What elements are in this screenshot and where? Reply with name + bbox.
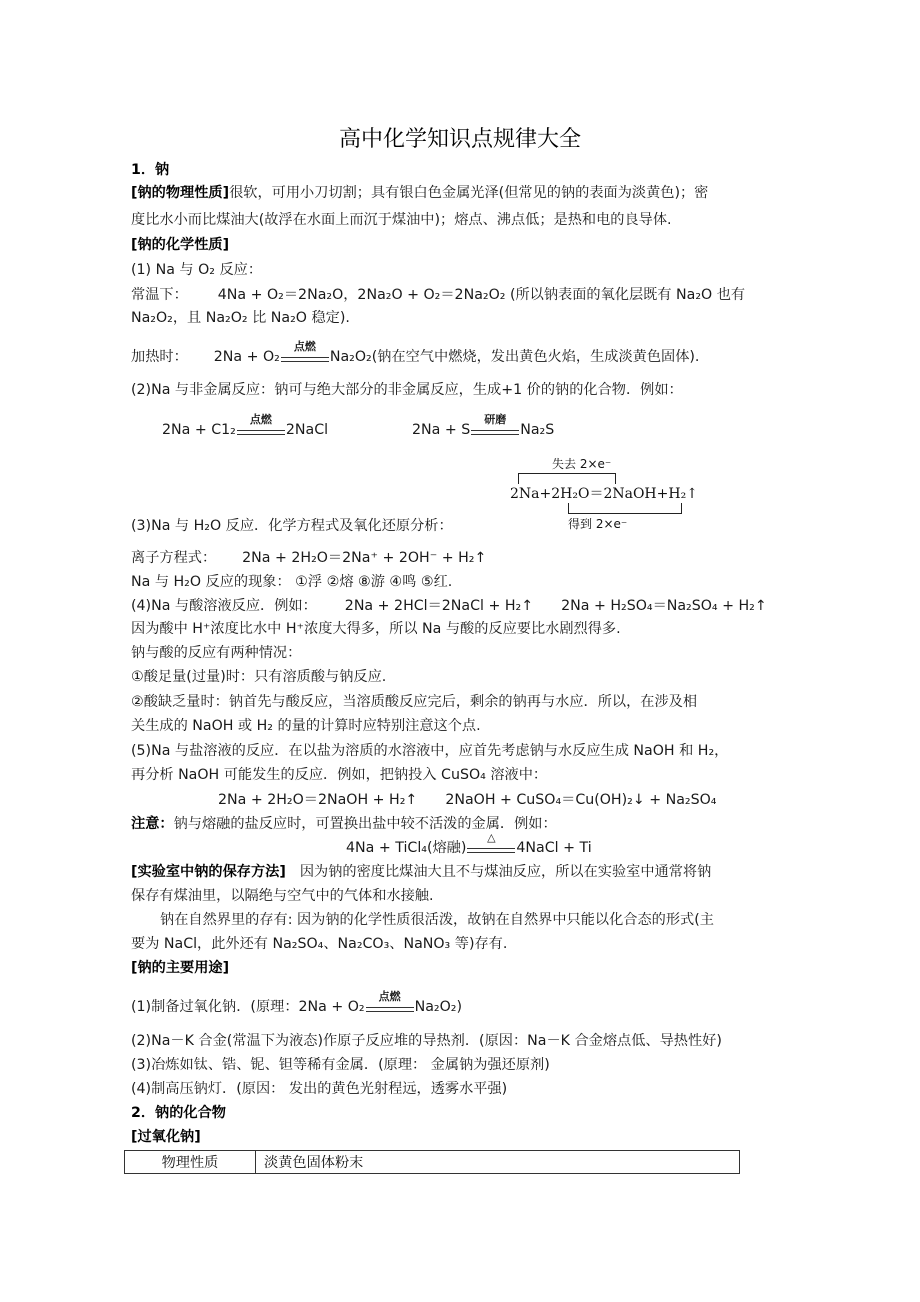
s-eq-right: Na₂S [520, 422, 555, 438]
acid-note: 因为酸中 H⁺浓度比水中 H⁺浓度大得多，所以 Na 与酸的反应要比水剧烈得多. [131, 621, 621, 637]
table-value: 淡黄色固体粉末 [256, 1151, 740, 1174]
acid-case-2a: ②酸缺乏量时：钠首先与酸反应，当溶质酸反应完后，剩余的钠再与水应．所以，在涉及相 [131, 694, 698, 710]
heating-line [131, 340, 700, 367]
electron-gain-label: 得到 2×e⁻ [568, 517, 628, 531]
properties-table [124, 1150, 740, 1174]
reaction-arrow-heat [467, 831, 515, 858]
salt-equation-1: 2Na + 2H₂O＝2NaOH + H₂↑ [218, 792, 418, 808]
heating-eq-right: Na₂O₂(钠在空气中燃烧，发出黄色火焰，生成淡黄色固体). [329, 349, 700, 365]
ionic-equation-line [131, 548, 486, 568]
physical-properties-label: [钠的物理性质] [131, 185, 230, 201]
equals-bar [467, 848, 515, 853]
s-equation [412, 413, 555, 440]
physical-properties-line1 [131, 183, 708, 203]
electron-gain-bracket [568, 503, 682, 514]
uses-label: [钠的主要用途] [131, 960, 230, 976]
acid-cases: 钠与酸的反应有两种情况： [131, 645, 302, 661]
condition-label: 点燃 [249, 413, 272, 426]
storage-line2: 保存有煤油里，以隔绝与空气中的气体和水接触. [131, 888, 434, 904]
equals-bar [366, 1007, 414, 1012]
physical-properties-text: 很软，可用小刀切割；具有银白色金属光泽(但常见的钠的表面为淡黄色)；密 [229, 185, 709, 201]
use-3: (3)冶炼如钛、锆、铌、钽等稀有金属．(原理： 金属钠为强还原剂) [131, 1057, 550, 1073]
use-1 [131, 990, 462, 1017]
equals-bar [237, 430, 285, 435]
s-eq-left: 2Na + S [412, 422, 471, 438]
cl-equation [162, 413, 329, 440]
storage-text: 因为钠的密度比煤油大且不与煤油反应，所以在实验室中通常将钠 [299, 864, 712, 880]
ticl4-eq-right: 4NaCl + Ti [516, 840, 592, 856]
acid-equation-h2so4: 2Na + H₂SO₄＝Na₂SO₄ + H₂↑ [561, 598, 767, 614]
table-row [125, 1151, 740, 1174]
reaction-arrow-grind [471, 413, 519, 440]
use1-left: (1)制备过氧化钠．(原理：2Na + O₂ [131, 999, 365, 1015]
physical-properties-line2: 度比水小而比煤油大(故浮在水面上而沉于煤油中)；熔点、沸点低；是热和电的良导体. [131, 212, 672, 228]
nonmetal-heading: (2)Na 与非金属反应：钠可与绝大部分的非金属反应，生成+1 价的钠的化合物．例如： [131, 382, 683, 398]
salt-equations [218, 790, 716, 810]
electron-loss-label: 失去 2×e⁻ [552, 457, 612, 471]
room-temp-line [131, 285, 745, 305]
table-key: 物理性质 [125, 1151, 256, 1174]
condition-label: 点燃 [378, 990, 401, 1003]
ticl4-eq-left: 4Na + TiCl₄(熔融) [346, 840, 467, 856]
page-title: 高中化学知识点规律大全 [338, 127, 581, 152]
condition-label: 研磨 [484, 413, 507, 426]
reaction-arrow-ignite [366, 990, 414, 1017]
reaction-arrow-ignite [237, 413, 285, 440]
heating-label: 加热时： [131, 349, 188, 365]
heat-triangle-icon: △ [487, 831, 496, 844]
chemical-properties-label: [钠的化学性质] [131, 237, 230, 253]
acid-case-1: ①酸足量(过量)时：只有溶质酸与钠反应. [131, 669, 387, 685]
use-2: (2)Na－K 合金(常温下为液态)作原子反应堆的导热剂．(原因：Na－K 合金熔点低、导热性好) [131, 1033, 722, 1049]
equals-bar [281, 357, 329, 362]
redox-diagram [510, 455, 700, 535]
note-text: 钠与熔融的盐反应时，可置换出盐中较不活泼的金属．例如： [173, 816, 557, 832]
acid-case-2b: 关生成的 NaOH 或 H₂ 的量的计算时应特别注意这个点. [131, 718, 481, 734]
reaction-arrow-ignite [281, 340, 329, 367]
o2-reaction-heading: (1) Na 与 O₂ 反应： [131, 262, 263, 278]
acid-reaction-line [131, 596, 767, 616]
salt-equation-2: 2NaOH + CuSO₄＝Cu(OH)₂↓ + Na₂SO₄ [445, 792, 717, 808]
ionic-equation: 2Na + 2H₂O＝2Na⁺ + 2OH⁻ + H₂↑ [242, 550, 487, 566]
heating-eq-left: 2Na + O₂ [213, 349, 280, 365]
storage-label: [实验室中钠的保存方法] [131, 864, 286, 880]
peroxide-label: [过氧化钠] [131, 1129, 201, 1145]
ticl4-equation [346, 831, 592, 858]
room-temp-equation: 4Na + O₂＝2Na₂O，2Na₂O + O₂＝2Na₂O₂ (所以钠表面的氧化层既有 Na₂O 也有 [217, 287, 746, 303]
use-4: (4)制高压钠灯．(原因： 发出的黄色光射程远，透雾水平强) [131, 1081, 508, 1097]
water-phenomena: Na 与 H₂O 反应的现象： ①浮 ②熔 ⑧游 ④鸣 ⑤红. [131, 574, 453, 590]
salt-heading-a: (5)Na 与盐溶液的反应．在以盐为溶质的水溶液中，应首先考虑钠与水反应生成 NaOH 和 H₂， [131, 743, 729, 759]
cl-eq-left: 2Na + C1₂ [162, 422, 236, 438]
equals-bar [471, 430, 519, 435]
redox-equation: 2Na+2H₂O＝2NaOH+H₂↑ [510, 486, 698, 502]
acid-heading: (4)Na 与酸溶液反应．例如： [131, 598, 317, 614]
ionic-label: 离子方程式： [131, 550, 217, 566]
room-temp-label: 常温下： [131, 287, 188, 303]
note-label: 注意： [131, 816, 174, 832]
condition-label: 点燃 [293, 340, 316, 353]
storage-line1 [131, 862, 711, 882]
nature-line2: 要为 NaCl，此外还有 Na₂SO₄、Na₂CO₃、NaNO₃ 等)存有. [131, 936, 508, 952]
room-temp-continuation: Na₂O₂，且 Na₂O₂ 比 Na₂O 稳定). [131, 310, 350, 326]
section-heading-sodium: 1．钠 [131, 162, 170, 178]
cl-eq-right: 2NaCl [285, 422, 329, 438]
salt-heading-b: 再分析 NaOH 可能发生的反应．例如，把钠投入 CuSO₄ 溶液中： [131, 767, 548, 783]
use1-right: Na₂O₂) [414, 999, 462, 1015]
section-heading-compounds: 2．钠的化合物 [131, 1105, 226, 1121]
acid-equation-hcl: 2Na + 2HCl＝2NaCl + H₂↑ [344, 598, 534, 614]
water-reaction-heading: (3)Na 与 H₂O 反应．化学方程式及氧化还原分析： [131, 518, 453, 534]
nature-line1: 钠在自然界里的存有: 因为钠的化学性质很活泼，故钠在自然界中只能以化合态的形式(主 [160, 912, 714, 928]
